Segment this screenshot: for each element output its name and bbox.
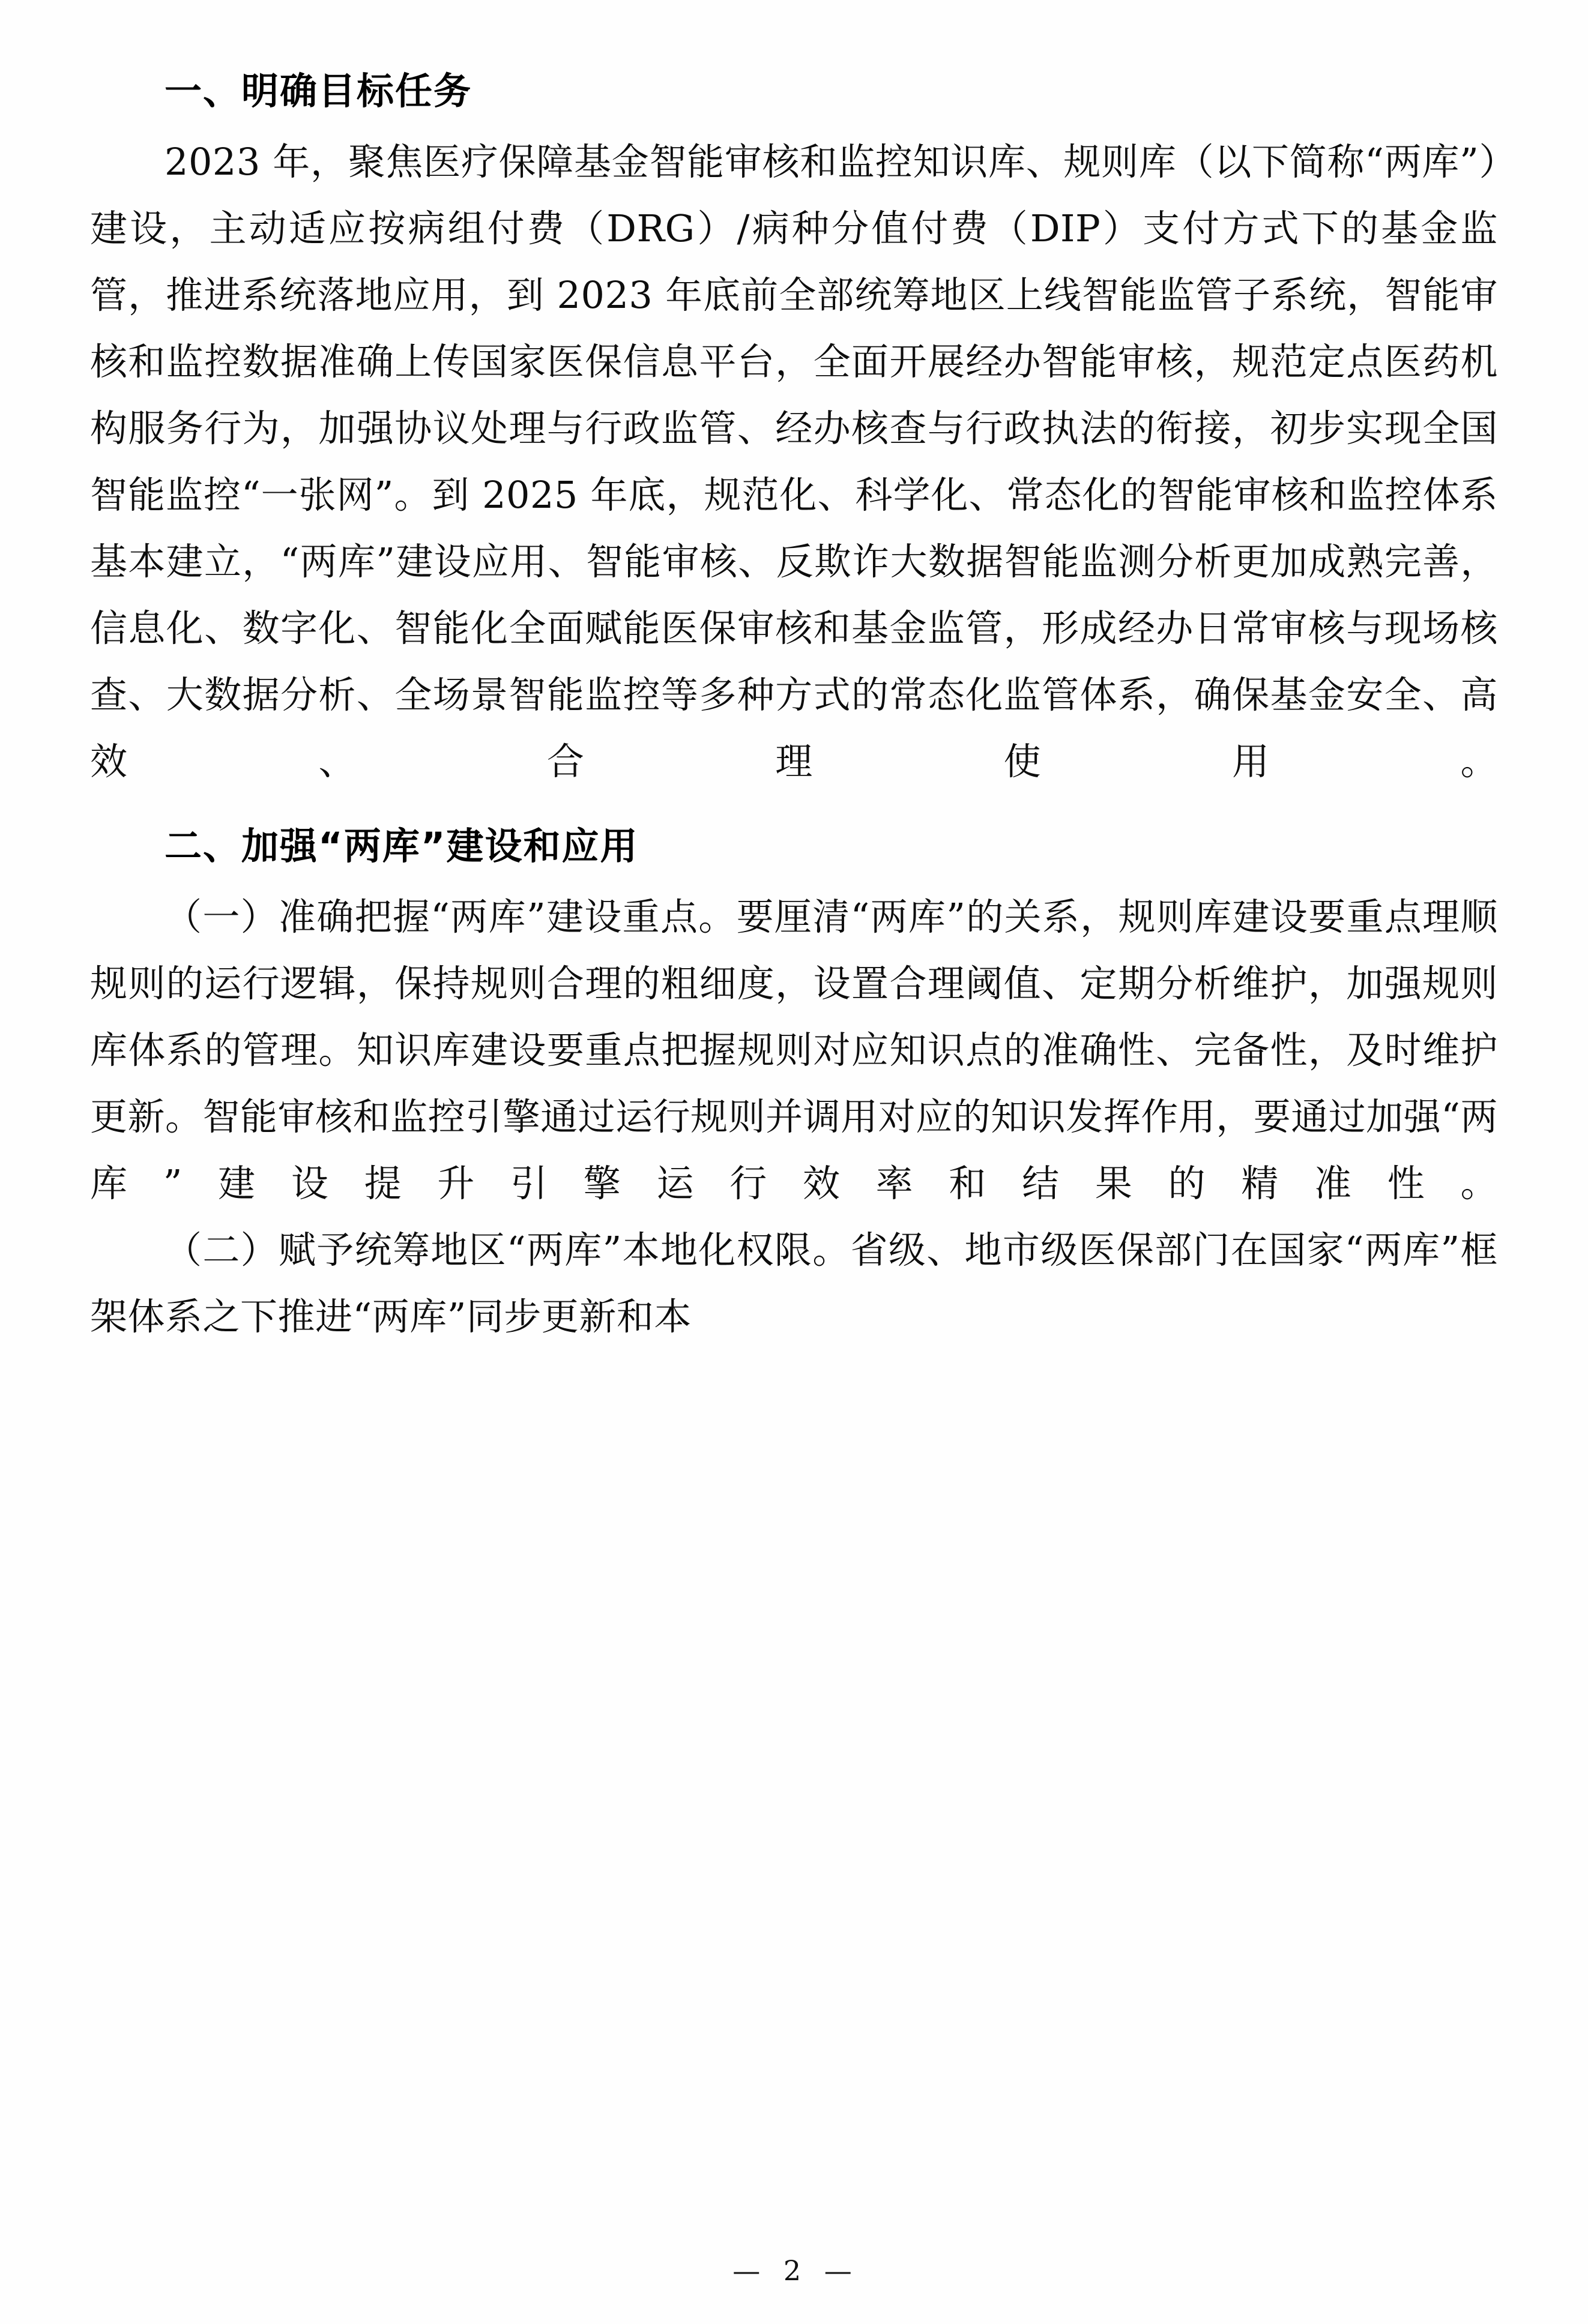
paragraph-section2-1: （一）准确把握“两库”建设重点。要厘清“两库”的关系，规则库建设要重点理顺规则的运行逻辑，保持规则合理的粗细度，设置合理阈值、定期分析维护，加强规则库体系的管理。知识库建设要重点把握规则对应知识点的准确性、完备性，及时维护更新。智能审核和监控引擎通过运行规则并调用对应的知识发挥作用，要通过加强“两库”建设提升引擎运行效率和结果的精准性。 (90, 895, 1498, 1205)
footer-dash-left: — (732, 2254, 764, 2287)
page-content (90, 58, 1498, 1350)
page-number: 2 (783, 2254, 805, 2287)
paragraph-section2-2: （二）赋予统筹地区“两库”本地化权限。省级、地市级医保部门在国家“两库”框架体系之下推进“两库”同步更新和本 (90, 1228, 1498, 1338)
footer-dash-right: — (824, 2254, 856, 2287)
section-heading-2: 二、加强“两库”建设和应用 (165, 824, 639, 868)
page-footer (0, 2254, 1588, 2287)
section-heading-1: 一、明确目标任务 (165, 69, 472, 113)
paragraph-section1-1: 2023 年，聚焦医疗保障基金智能审核和监控知识库、规则库（以下简称“两库”）建设，主动适应按病组付费（DRG）/病种分值付费（DIP）支付方式下的基金监管，推进系统落地应用，到 2023 年底前全部统筹地区上线智能监管子系统，智能审核和监控数据准确上传国家医保信息平台，全面开展经办智能审核，规范定点医药机构服务行为，加强协议处理与行政监管、经办核查与行政执法的衔接，初步实现全国智能监控“一张网”。到 2025 年底，规范化、科学化、常态化的智能审核和监控体系基本建立，“两库”建设应用、智能审核、反欺诈大数据智能监测分析更加成熟完善，信息化、数字化、智能化全面赋能医保审核和基金监管，形成经办日常审核与现场核查、大数据分析、全场景智能监控等多种方式的常态化监管体系，确保基金安全、高效、合理使用。 (90, 140, 1498, 783)
